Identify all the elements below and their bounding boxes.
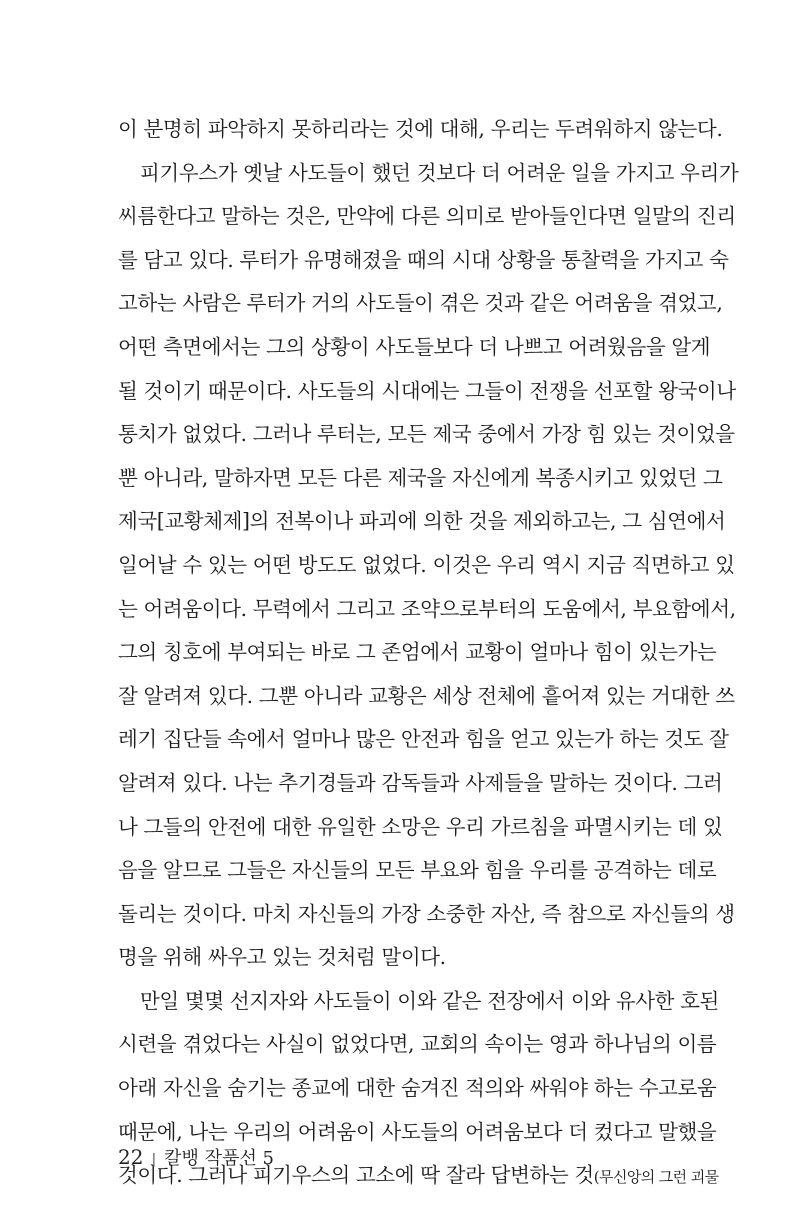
text-line-4: 를 담고 있다. 루터가 유명해졌을 때의 시대 상황을 통찰력을 가지고 숙 (118, 247, 729, 272)
text-line-18: 음을 알므로 그들은 자신들의 모든 부요와 힘을 우리를 공격하는 데로 (118, 858, 717, 883)
text-line-6: 어떤 측면에서는 그의 상황이 사도들보다 더 나쁘고 어려웠음을 알게 (118, 334, 711, 359)
text-line-8: 통치가 없었다. 그러나 루터는, 모든 제국 중에서 가장 힘 있는 것이었을 (118, 422, 735, 447)
text-line-7: 될 것이기 때문이다. 사도들의 시대에는 그들이 전쟁을 선포할 왕국이나 (118, 378, 736, 403)
text-line-2: 피기우스가 옛날 사도들이 했던 것보다 더 어려운 일을 가지고 우리가 (140, 160, 739, 185)
text-line-12: 는 어려움이다. 무력에서 그리고 조약으로부터의 도움에서, 부요함에서, (118, 596, 736, 621)
page-footer (118, 1142, 274, 1172)
page-body (118, 108, 739, 1198)
text-line-1: 이 분명히 파악하지 못하리라는 것에 대해, 우리는 두려워하지 않는다. (118, 117, 723, 141)
text-line-13: 그의 칭호에 부여되는 바로 그 존엄에서 교황이 얼마나 힘이 있는가는 (118, 640, 717, 665)
text-line-22: 시련을 겪었다는 사실이 없었다면, 교회의 속이는 영과 하나님의 이름 (118, 1032, 717, 1057)
text-line-21: 만일 몇몇 선지자와 사도들이 이와 같은 전장에서 이와 유사한 호된 (140, 988, 719, 1013)
text-line-10: 제국[교황체제]의 전복이나 파괴에 의한 것을 제외하고는, 그 심연에서 (118, 509, 726, 534)
text-line-24: 때문에, 나는 우리의 어려움이 사도들의 어려움보다 더 컸다고 말했을 (118, 1119, 717, 1144)
text-line-3: 씨름한다고 말하는 것은, 만약에 다른 의미로 받아들인다면 일말의 진리 (118, 204, 736, 229)
text-line-25-main: 것이다. 그러나 피기우스의 고소에 딱 잘라 답변하는 것 (118, 1163, 594, 1188)
text-line-23: 아래 자신을 숨기는 종교에 대한 숨겨진 적의와 싸워야 하는 수고로움 (118, 1076, 717, 1101)
text-line-20: 명을 위해 싸우고 있는 것처럼 말이다. (118, 945, 446, 970)
text-line-16: 알려져 있다. 나는 추기경들과 감독들과 사제들을 말하는 것이다. 그러 (118, 770, 723, 795)
text-line-11: 일어날 수 있는 어떤 방도도 없었다. 이것은 우리 역시 지금 직면하고 있 (118, 552, 735, 577)
text-line-19: 돌리는 것이다. 마치 자신들의 가장 소중한 자산, 즉 참으로 자신들의 생 (118, 901, 735, 926)
text-line-15: 레기 집단들 속에서 얼마나 많은 안전과 힘을 얻고 있는가 하는 것도 잘 (118, 727, 729, 752)
text-line-17: 나 그들의 안전에 대한 유일한 소망은 우리 가르침을 파멸시키는 데 있 (118, 814, 723, 839)
text-line-9: 뿐 아니라, 말하자면 모든 다른 제국을 자신에게 복종시키고 있었던 그 (118, 465, 723, 490)
text-line-5: 고하는 사람은 루터가 거의 사도들이 겪은 것과 같은 어려움을 겪었고, (118, 291, 723, 316)
text-line-14: 잘 알려져 있다. 그뿐 아니라 교황은 세상 전체에 흩어져 있는 거대한 쓰 (118, 683, 735, 708)
book-title: 칼뱅 작품선 5 (164, 1148, 275, 1169)
text-line-25-small: (무신앙의 그런 괴물 (593, 1168, 719, 1187)
footer-separator: | (151, 1152, 157, 1168)
page-number: 22 (118, 1145, 144, 1169)
